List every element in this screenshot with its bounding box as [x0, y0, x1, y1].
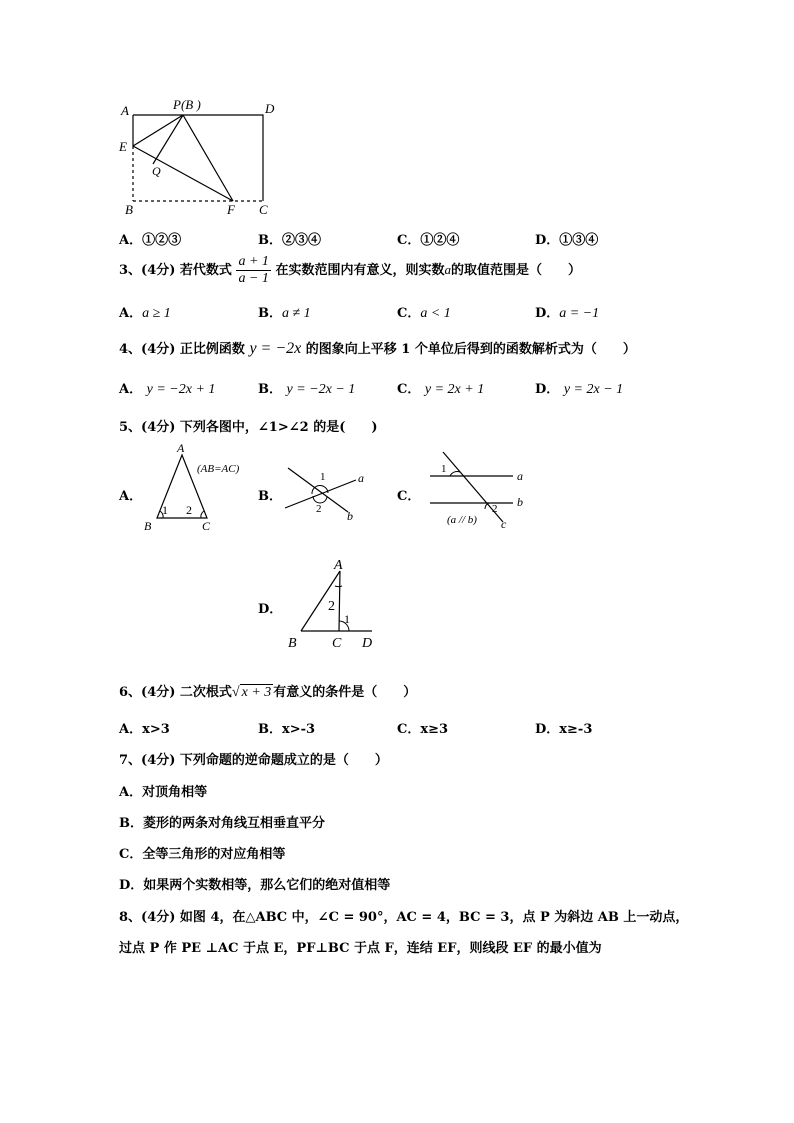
angle-2: 2: [492, 503, 498, 515]
angle-1: 1: [162, 503, 168, 517]
q6-radical: √ x + 3: [231, 685, 272, 700]
label-a: a: [517, 469, 523, 483]
q5-stem: 5、(4分) 下列各图中，∠1>∠2 的是( ): [119, 420, 378, 435]
q3-option-d[interactable]: D．a = −1: [535, 306, 600, 321]
q2-figure: [115, 95, 285, 220]
q6-stem: 6、(4分) 二次根式√ x + 3 有意义的条件是（ ）: [119, 685, 417, 700]
angle-2: 2: [186, 503, 192, 517]
label-D: D: [362, 636, 373, 651]
q6-option-c[interactable]: C．x≥3: [397, 722, 449, 737]
q5-option-c[interactable]: C．: [397, 489, 421, 504]
angle-2: 2: [328, 599, 335, 614]
q7-option-d[interactable]: D．如果两个实数相等，那么它们的绝对值相等: [119, 878, 391, 893]
q5-figure-d: [280, 553, 385, 653]
q7-option-b[interactable]: B．菱形的两条对角线互相垂直平分: [119, 816, 326, 831]
label-D: D: [265, 101, 275, 116]
q8-stem-line2: 过点 P 作 PE ⊥AC 于点 E，PF⊥BC 于点 F，连结 EF，则线段 EF 的最小值为: [119, 941, 602, 956]
q3-option-c[interactable]: C．a < 1: [397, 306, 451, 321]
q2-option-a[interactable]: A．①②③: [119, 233, 182, 248]
q5-figure-b: [280, 462, 370, 524]
q8-stem-line1: 8、(4分) 如图 4，在△ABC 中，∠C = 90°，AC = 4，BC = 3，点 P 为斜边 AB 上一动点，: [119, 910, 689, 925]
q6-option-b[interactable]: B．x>-3: [258, 722, 316, 737]
angle-2: 2: [316, 503, 322, 515]
label-c: c: [501, 517, 507, 531]
label-B: B: [125, 202, 133, 217]
q4-option-d[interactable]: D． y = 2x − 1: [535, 382, 624, 397]
q4-option-b[interactable]: B． y = −2x − 1: [258, 382, 356, 397]
angle-1: 1: [320, 471, 326, 483]
q5-option-b[interactable]: B．: [258, 489, 282, 504]
q4-stem: 4、(4分) 正比例函数 y = −2x 的图象向上平移 1 个单位后得到的函数解析式为（ ）: [119, 340, 636, 357]
label-A: A: [177, 441, 185, 455]
q5-option-d[interactable]: D．: [258, 602, 283, 617]
label-A: A: [334, 558, 343, 573]
q6-option-d[interactable]: D．x≥-3: [535, 722, 593, 737]
label-b: b: [347, 509, 353, 523]
label-B: B: [144, 519, 152, 533]
label-a: a: [358, 471, 364, 485]
q7-option-a[interactable]: A．对顶角相等: [119, 785, 208, 800]
angle-1: 1: [441, 463, 447, 475]
label-P: P(B ): [173, 97, 201, 112]
label-E: E: [119, 139, 127, 154]
q4-option-c[interactable]: C． y = 2x + 1: [397, 382, 485, 397]
q5-figure-a: [140, 440, 250, 535]
label-A: A: [121, 103, 129, 118]
label-B: B: [288, 636, 297, 651]
label-F: F: [227, 202, 235, 217]
angle-1: 1: [344, 612, 350, 626]
q3-fraction: $\frac{a + 1}{a - 1}$: [238, 254, 269, 286]
q2-option-c[interactable]: C．①②④: [397, 233, 460, 248]
label-Q: Q: [152, 164, 161, 178]
q5-figure-c: [425, 448, 535, 533]
note: (a // b): [447, 514, 477, 526]
q6-option-a[interactable]: A．x>3: [119, 722, 170, 737]
label-b: b: [517, 495, 523, 509]
q3-stem: 3、(4分) 若代数式 $\frac{a + 1}{a - 1}$ 在实数范围内有意义，则实数a的取值范围是（ ）: [119, 254, 581, 286]
note: (AB=AC): [197, 463, 240, 475]
q3-option-b[interactable]: B．a ≠ 1: [258, 306, 311, 321]
q5-option-a[interactable]: A．: [119, 489, 143, 504]
label-C: C: [202, 519, 211, 533]
q2-option-b[interactable]: B．②③④: [258, 233, 322, 248]
q4-option-a[interactable]: A． y = −2x + 1: [119, 382, 216, 397]
q3-option-a[interactable]: A．a ≥ 1: [119, 306, 171, 321]
q7-option-c[interactable]: C．全等三角形的对应角相等: [119, 847, 286, 862]
q7-stem: 7、(4分) 下列命题的逆命题成立的是（ ）: [119, 753, 388, 768]
label-C: C: [332, 636, 342, 651]
q2-option-d[interactable]: D．①③④: [535, 233, 599, 248]
label-C: C: [259, 202, 268, 217]
